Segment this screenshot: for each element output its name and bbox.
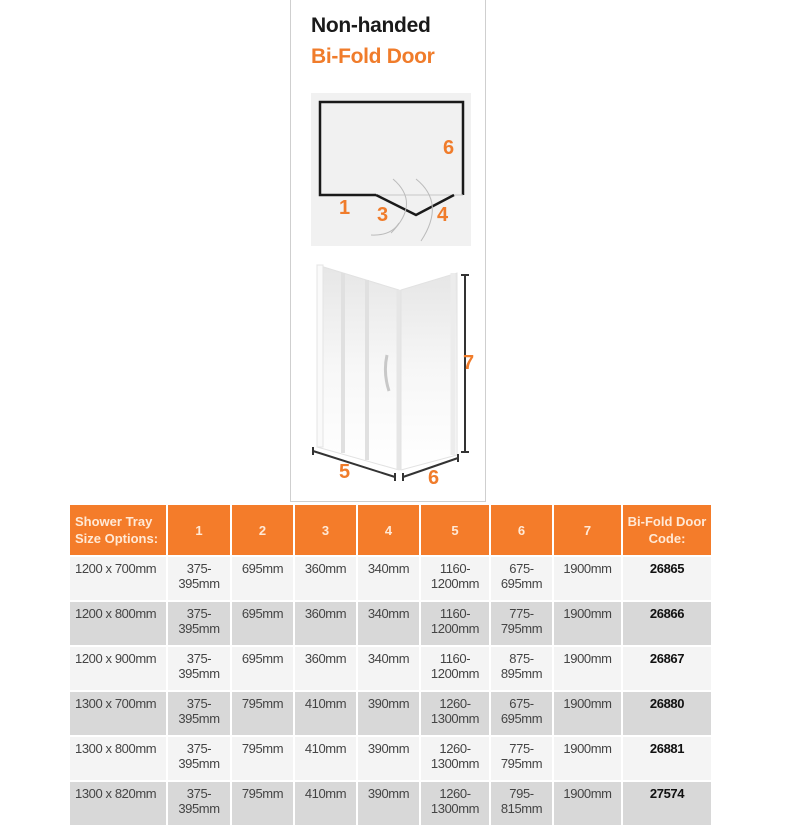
cell-dimension-4: 340mm bbox=[358, 557, 419, 602]
cell-dimension-3: 360mm bbox=[295, 557, 356, 602]
cell-dimension-7: 1900mm bbox=[554, 692, 621, 737]
header-col-4: 4 bbox=[358, 505, 419, 557]
cell-door-code: 26880 bbox=[623, 692, 711, 737]
elevation-label-6: 6 bbox=[428, 467, 440, 489]
cell-door-code: 26865 bbox=[623, 557, 711, 602]
cell-dimension-5: 1160-1200mm bbox=[421, 557, 489, 602]
cell-dimension-7: 1900mm bbox=[554, 557, 621, 602]
elevation-label-5: 5 bbox=[339, 461, 351, 483]
header-tray-size: Shower Tray Size Options: bbox=[70, 505, 166, 557]
plan-label-3: 3 bbox=[377, 204, 389, 226]
cell-dimension-4: 390mm bbox=[358, 692, 419, 737]
elevation-view-diagram bbox=[303, 255, 483, 495]
cell-dimension-4: 340mm bbox=[358, 602, 419, 647]
elevation-label-7: 7 bbox=[463, 352, 475, 374]
cell-dimension-7: 1900mm bbox=[554, 737, 621, 782]
dimensions-table bbox=[68, 505, 713, 827]
cell-tray-size: 1200 x 900mm bbox=[70, 647, 166, 692]
table-row bbox=[70, 782, 711, 827]
table-row bbox=[70, 602, 711, 647]
cell-dimension-2: 695mm bbox=[232, 602, 293, 647]
plan-label-4: 4 bbox=[437, 204, 449, 226]
header-col-1: 1 bbox=[168, 505, 230, 557]
header-col-2: 2 bbox=[232, 505, 293, 557]
cell-door-code: 26866 bbox=[623, 602, 711, 647]
cell-dimension-1: 375-395mm bbox=[168, 782, 230, 827]
cell-dimension-5: 1160-1200mm bbox=[421, 602, 489, 647]
cell-dimension-7: 1900mm bbox=[554, 647, 621, 692]
cell-dimension-3: 360mm bbox=[295, 647, 356, 692]
cell-door-code: 27574 bbox=[623, 782, 711, 827]
plan-label-6: 6 bbox=[443, 137, 455, 159]
cell-dimension-2: 795mm bbox=[232, 782, 293, 827]
table-row bbox=[70, 557, 711, 602]
header-col-6: 6 bbox=[491, 505, 552, 557]
card-title-bi-fold-door: Bi-Fold Door bbox=[311, 45, 435, 68]
cell-dimension-5: 1160-1200mm bbox=[421, 647, 489, 692]
cell-dimension-5: 1260-1300mm bbox=[421, 692, 489, 737]
table-row bbox=[70, 692, 711, 737]
header-col-7: 7 bbox=[554, 505, 621, 557]
cell-tray-size: 1300 x 820mm bbox=[70, 782, 166, 827]
cell-dimension-6: 775-795mm bbox=[491, 602, 552, 647]
diagram-card bbox=[290, 0, 486, 502]
card-title-non-handed: Non-handed bbox=[311, 14, 431, 37]
cell-tray-size: 1200 x 700mm bbox=[70, 557, 166, 602]
cell-dimension-2: 795mm bbox=[232, 692, 293, 737]
cell-door-code: 26867 bbox=[623, 647, 711, 692]
cell-dimension-4: 340mm bbox=[358, 647, 419, 692]
cell-dimension-7: 1900mm bbox=[554, 602, 621, 647]
table-header-row bbox=[70, 505, 711, 557]
header-col-3: 3 bbox=[295, 505, 356, 557]
cell-tray-size: 1300 x 700mm bbox=[70, 692, 166, 737]
cell-dimension-5: 1260-1300mm bbox=[421, 782, 489, 827]
plan-view-diagram bbox=[311, 93, 471, 246]
cell-dimension-1: 375-395mm bbox=[168, 647, 230, 692]
cell-dimension-2: 695mm bbox=[232, 647, 293, 692]
cell-dimension-3: 410mm bbox=[295, 692, 356, 737]
cell-dimension-3: 410mm bbox=[295, 782, 356, 827]
cell-dimension-6: 675-695mm bbox=[491, 692, 552, 737]
cell-tray-size: 1200 x 800mm bbox=[70, 602, 166, 647]
cell-dimension-6: 775-795mm bbox=[491, 737, 552, 782]
cell-dimension-6: 675-695mm bbox=[491, 557, 552, 602]
cell-dimension-2: 695mm bbox=[232, 557, 293, 602]
cell-dimension-5: 1260-1300mm bbox=[421, 737, 489, 782]
cell-dimension-1: 375-395mm bbox=[168, 692, 230, 737]
cell-dimension-4: 390mm bbox=[358, 737, 419, 782]
cell-dimension-1: 375-395mm bbox=[168, 602, 230, 647]
cell-dimension-3: 360mm bbox=[295, 602, 356, 647]
cell-tray-size: 1300 x 800mm bbox=[70, 737, 166, 782]
plan-label-1: 1 bbox=[339, 197, 351, 219]
table-row bbox=[70, 737, 711, 782]
shower-enclosure-graphic bbox=[303, 255, 483, 495]
cell-dimension-1: 375-395mm bbox=[168, 557, 230, 602]
cell-dimension-6: 795-815mm bbox=[491, 782, 552, 827]
cell-dimension-2: 795mm bbox=[232, 737, 293, 782]
cell-dimension-1: 375-395mm bbox=[168, 737, 230, 782]
cell-door-code: 26881 bbox=[623, 737, 711, 782]
cell-dimension-4: 390mm bbox=[358, 782, 419, 827]
cell-dimension-6: 875-895mm bbox=[491, 647, 552, 692]
cell-dimension-3: 410mm bbox=[295, 737, 356, 782]
table-row bbox=[70, 647, 711, 692]
header-door-code: Bi-Fold Door Code: bbox=[623, 505, 711, 557]
header-col-5: 5 bbox=[421, 505, 489, 557]
cell-dimension-7: 1900mm bbox=[554, 782, 621, 827]
